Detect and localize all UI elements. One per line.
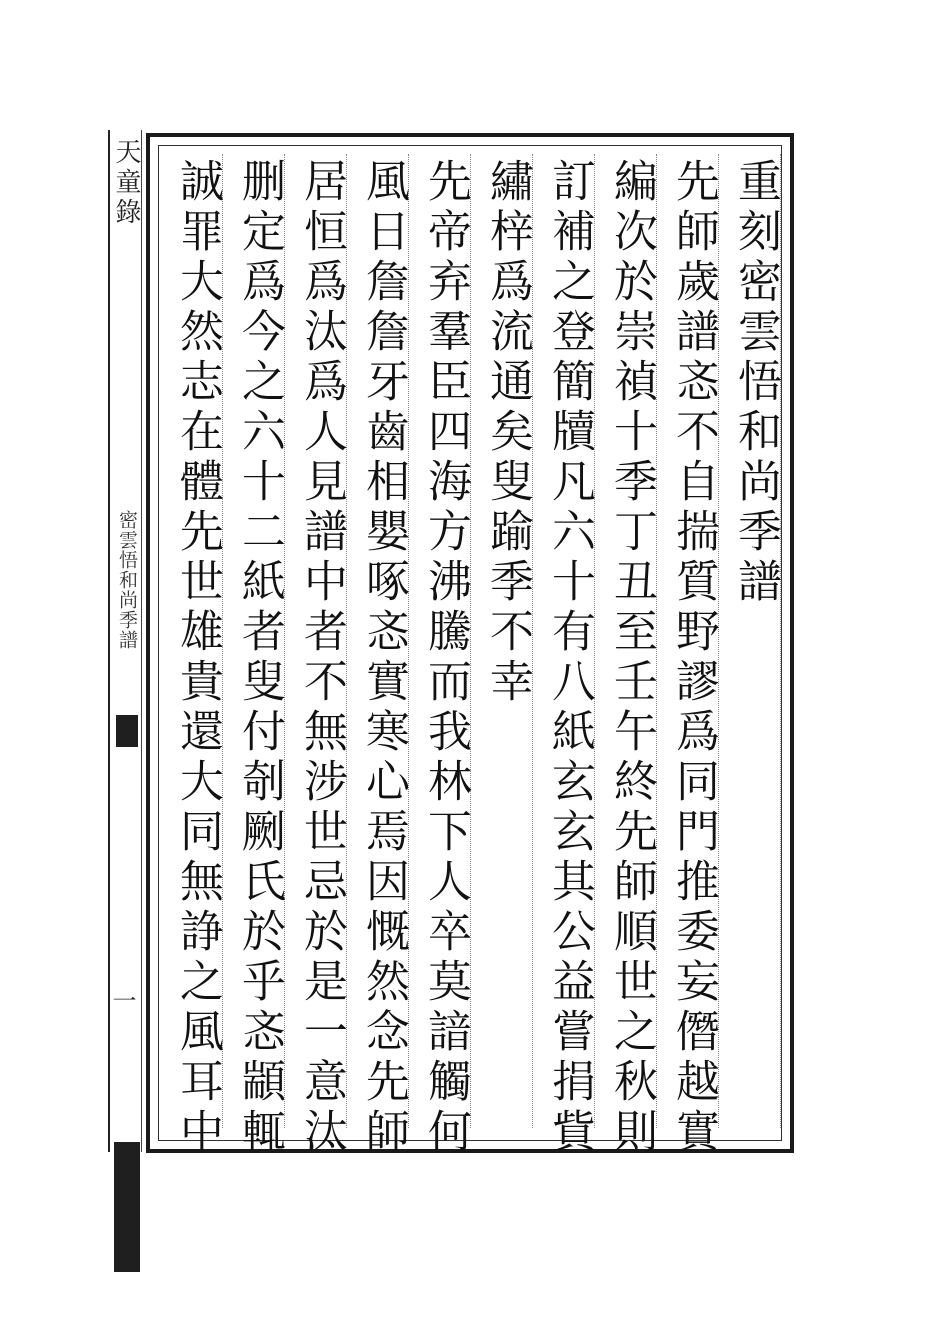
column-1-text: 重刻密雲悟和尚季譜 [730, 158, 781, 608]
fish-tail-mark [116, 715, 138, 747]
column-4-text: 訂補之登簡牘凡六十有八紙玄玄其公益嘗捐貲 [544, 158, 595, 1158]
column-10-text: 誠罪大然志在體先世雄貴還大同無諍之風耳中 [172, 158, 223, 1158]
column-9 [234, 154, 285, 1158]
column-5-text: 繡梓爲流通矣叟踰季不幸 [482, 158, 533, 708]
margin-page-number: 一 [108, 988, 136, 1012]
column-1 [730, 154, 781, 1128]
column-3 [606, 154, 657, 1158]
page-margin-strip [108, 130, 142, 1152]
text-frame-inner [158, 145, 782, 1158]
bottom-block-mark [114, 1142, 140, 1272]
column-5 [482, 154, 533, 1128]
column-2-text: 先師歲譜忞不自揣質野謬爲同門推委妄僭越實 [668, 158, 719, 1158]
column-10 [172, 154, 223, 1158]
column-2 [668, 154, 719, 1158]
column-3-text: 編次於崇禎十季丁丑至壬午終先師順世之秋則 [606, 158, 657, 1158]
column-9-text: 删定爲今之六十二紙者叟付剞劂氏於乎忞顓輒 [234, 158, 285, 1158]
column-7-text: 風日詹詹牙齒相嬰啄忞實寒心焉因慨然念先師 [358, 158, 409, 1158]
column-6-text: 先帝弃羣臣四海方沸騰而我林下人卒莫諳觸何 [420, 158, 471, 1158]
column-6 [420, 154, 471, 1158]
column-8-text: 居恒爲汰爲人見譜中者不無涉世忌於是一意汰 [296, 158, 347, 1158]
column-7 [358, 154, 409, 1158]
margin-title: 天童錄 [111, 138, 141, 228]
text-frame [146, 133, 794, 1158]
margin-subtitle: 密雲悟和尚季譜 [116, 510, 138, 650]
column-4 [544, 154, 595, 1158]
column-8 [296, 154, 347, 1158]
